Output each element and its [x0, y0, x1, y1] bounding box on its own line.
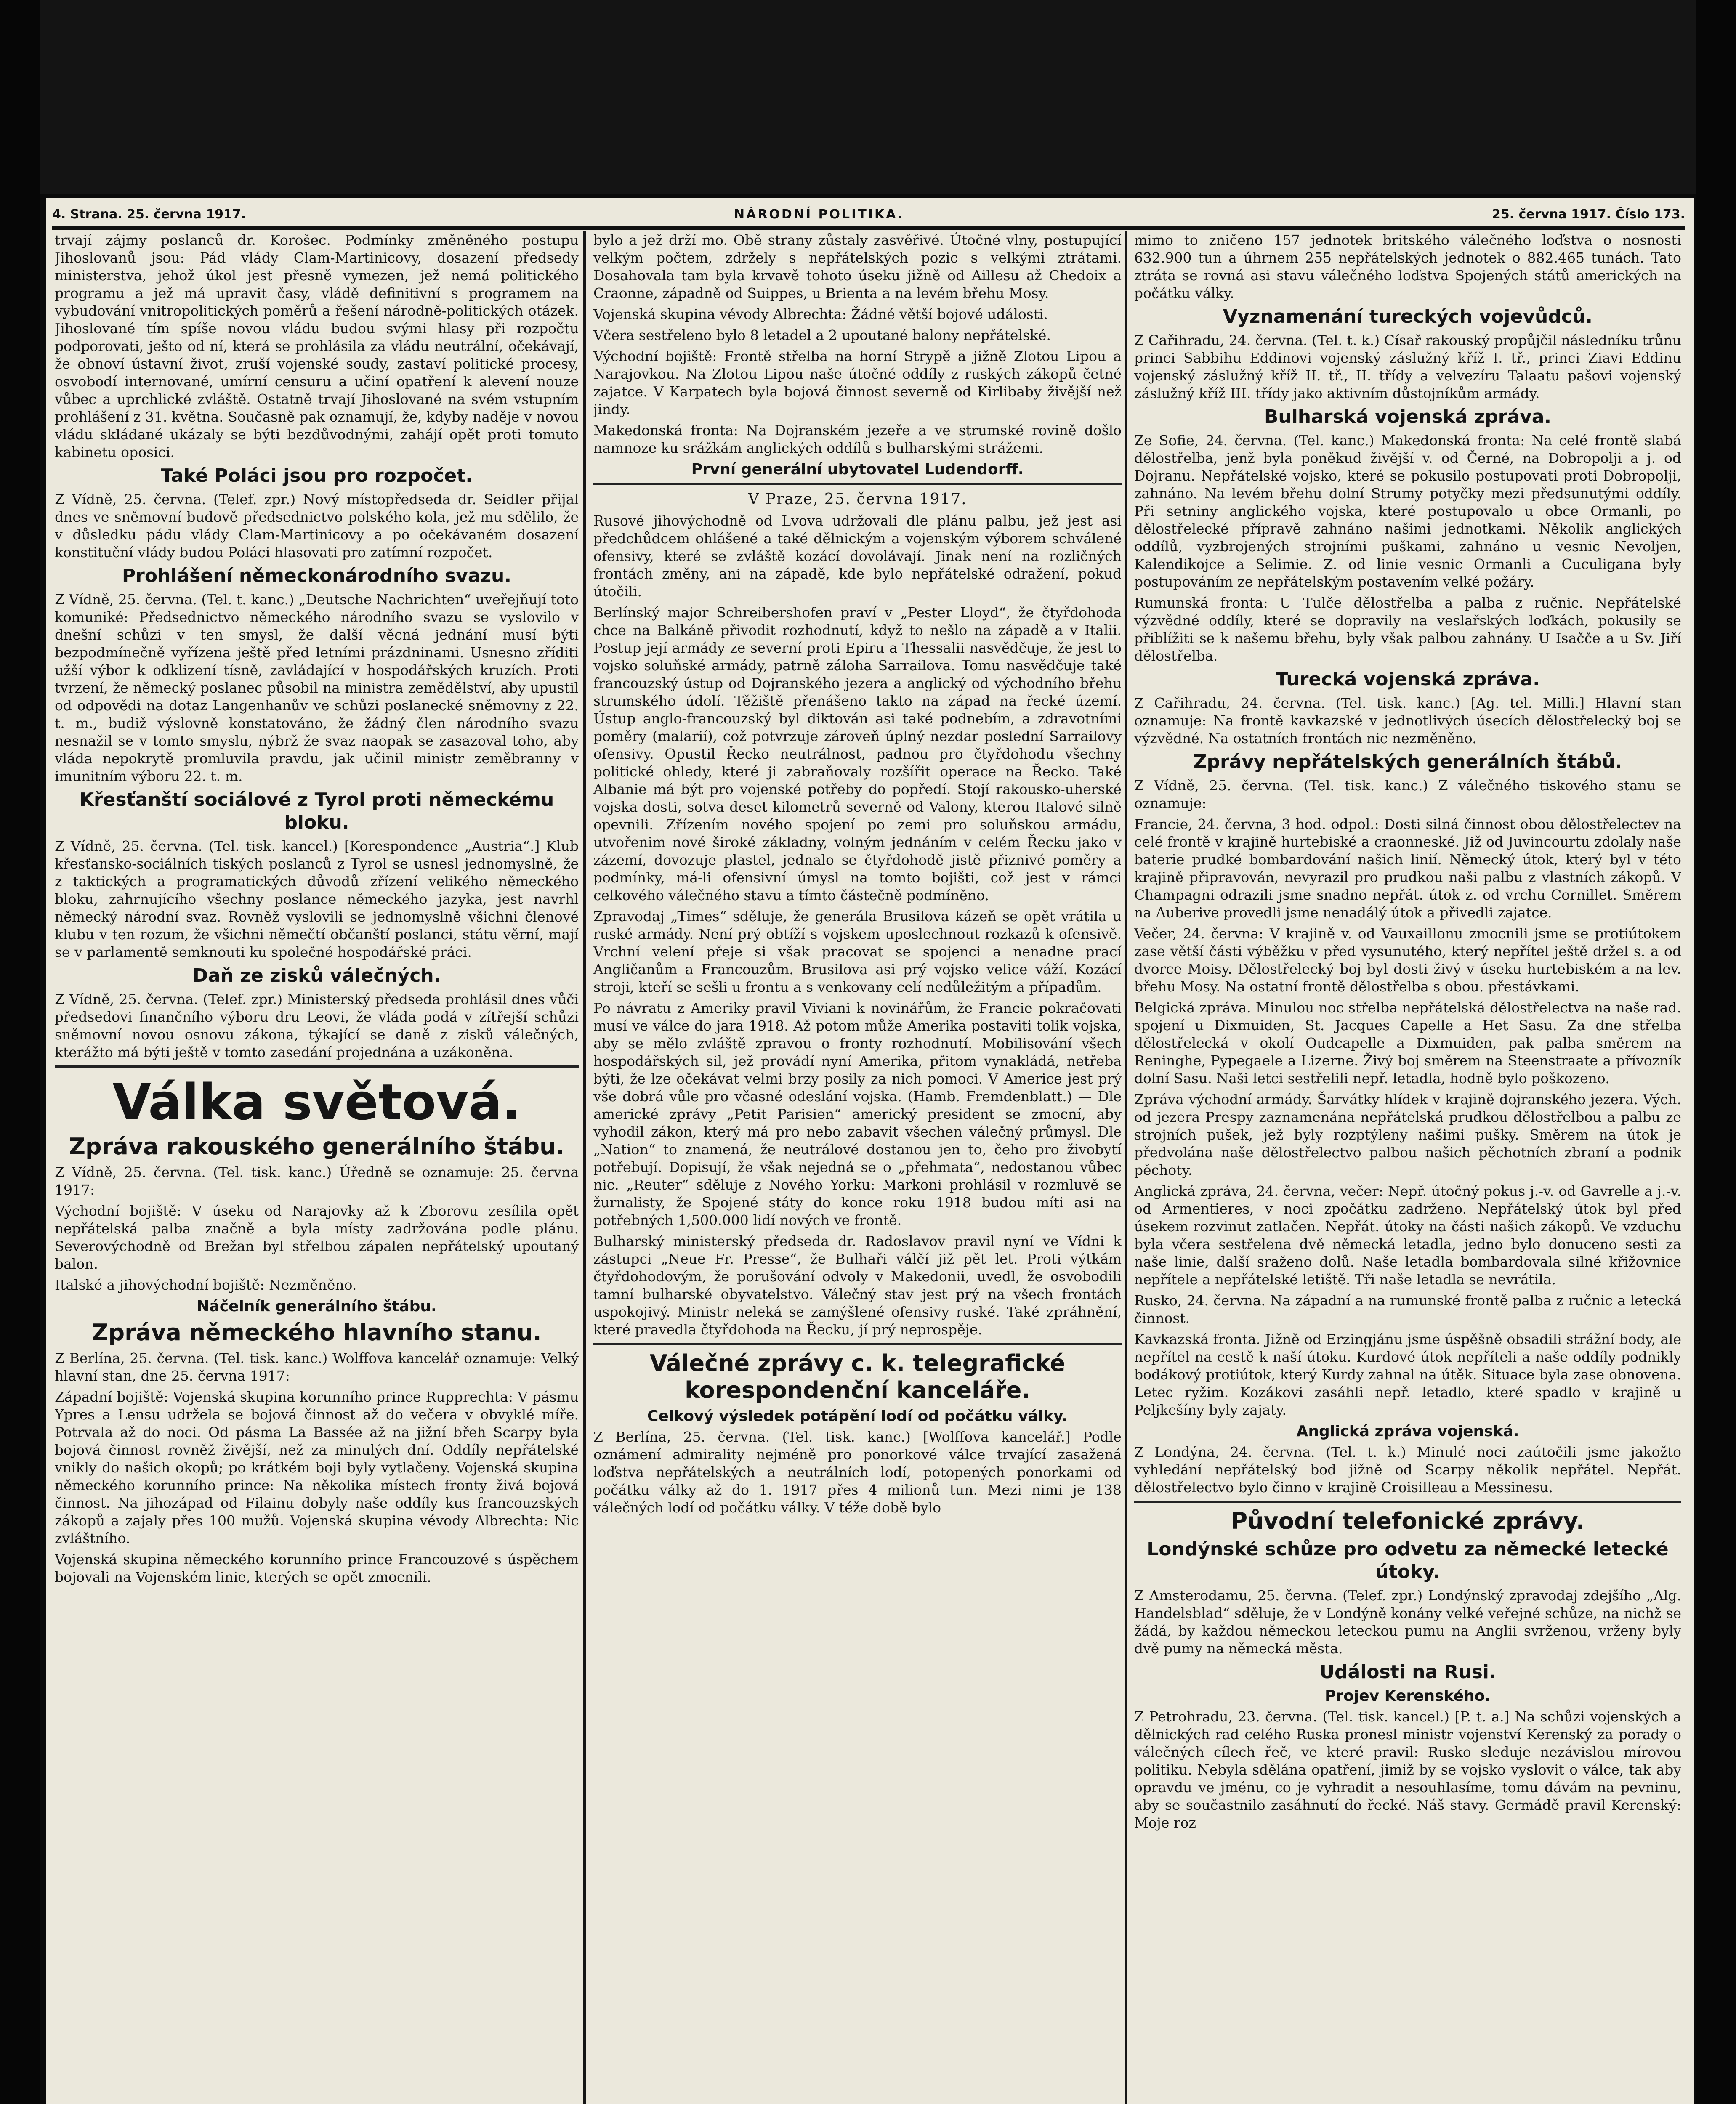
article-text: Z Vídně, 25. června. (Tel. tisk. kanc.) Z válečného tiskového stanu se oznamuje:	[1134, 777, 1681, 811]
section-divider	[55, 1065, 579, 1068]
section-divider	[593, 483, 1122, 485]
microfilm-border-left	[0, 0, 40, 2104]
article-headline: Daň ze zisků válečných.	[192, 965, 441, 986]
column-3	[1134, 231, 1681, 2104]
article-text: Zpráva východní armády. Šarvátky hlídek v krajině dojranského jezera. Vých. od jezera Prespy zaznamenána nepřátelská prudkou dělostřelbou a palbu ze strojních pušek, jež byly rozptýleny našimi pušky. Směrem na útok je předvolána naše dělostřelectvo palbou našich pěchotních zbraní a podnik pěchoty.	[1134, 1091, 1681, 1178]
article-headline: Turecká vojenská zpráva.	[1276, 669, 1540, 690]
article-text: Anglická zpráva, 24. června, večer: Nepř. útočný pokus j.-v. od Gavrelle a j.-v. od Armentieres, v noci zpočátku zadrženo. Nepřátelský útok byl před úsekem rozvinut zatlačen. Nepřát. útoky na části našich zákopů. Ve vzduchu byla včera sestřelena dvě německá letadla, jedno bylo donuceno sesti za naše linie, další sraženo dolů. Naše letadla bombardovala silné křižovnice nepřítele a nepřátelské letiště. Tři naše letadla se nevrátila.	[1134, 1183, 1681, 1288]
article-text: Z Berlína, 25. června. (Tel. tisk. kanc.) [Wolffova kancelář.] Podle oznámení admirality nejméně pro ponorkové válce trvající zasažená loďstva nepřátelských a neutrálních lodí, potopených ponorkami od počátku války až do 1. 1917 přes 4 milionů tun. Mezi nimi je 138 válečných lodí od počátku války. V téže době bylo	[593, 1429, 1122, 1516]
article-text: Z Cařihradu, 24. června. (Tel. t. k.) Císař rakouský propůjčil následníku trůnu princi Sabbihu Eddinovi vojenský záslužný kříž I. tř., princi Ziavi Eddinu vojenský záslužný kříž II. tř., II. třídy a velvezíru Talaatu pašovi vojenský záslužný kříž III. třídy jako aktivním důstojníkům armády.	[1134, 332, 1681, 401]
article-subheadline: Anglická zpráva vojenská.	[1296, 1423, 1519, 1440]
section-title-world-war: Válka světová.	[112, 1073, 521, 1131]
running-head	[52, 201, 1685, 230]
article-text: Vojenská skupina německého korunního prince Francouzové s úspěchem bojovali na Vojenském linie, kterých se opět zmocnili.	[55, 1551, 579, 1585]
article-headline: Zpráva rakouského generálního štábu.	[69, 1133, 565, 1160]
microfilm-border-top	[0, 0, 1736, 194]
article-headline: Prohlášení německonárodního svazu.	[122, 565, 512, 587]
article-text: Z Petrohradu, 23. června. (Tel. tisk. kancel.) [P. t. a.] Na schůzi vojenských a dělnických rad celého Ruska pronesl ministr vojenství Kerenský za porady o válečných cílech řeč, ve které pravil: Rusko sleduje nezávislou mírovou politiku. Nebyla sdělána opatření, jimiž by se vojsko vyslovit o válce, tak aby opravdu ve jménu, co je vyhradit a nesouhlasíme, tomu dávám na pevninu, aby se součastnilo zasáhnutí do řecké. Náš stavy. Germádě pravil Kerenský: Moje roz	[1134, 1708, 1681, 1831]
article-text: trvají zájmy poslanců dr. Korošec. Podmínky změněného postupu Jihoslovanů jsou: Pád vlády Clam-Martinicovy, dosazení předsedy ministerstva, jehož úkol jest přesně vymezen, jež nemá politického programu a jež má upravit časy, vládě definitivní s programem na vybudování vnitropolitických poměrů a řešení národně-politických otázek. Jihoslované tím spíše novou vládu budou svými hlasy při rozpočtu podporovati, ješto od ní, která se prohlásila za vládu neutrální, očekávají, že obnoví ústavní život, zruší vojenské soudy, zastaví politické procesy, osvobodí internované, umírní censuru a učiní opatření k alevení nouze vůbec a uprchlické zvláště. Ostatně trvají Jihoslované na svém vstupním prohlášení z 31. května. Současně pak oznamují, že, kdyby naděje v novou vládu skládané ukázaly se býti bezdůvodnými, zahájí opět proti tomuto kabinetu oposici.	[55, 232, 579, 460]
microfilm-border-right	[1696, 0, 1736, 2104]
article-text: Večer, 24. června: V krajině v. od Vauxaillonu zmocnili jsme se protiútokem zase větší části výběžku v před vysunutého, který nepřítel ještě držel s. a od dvorce Moisy. Dělostřelecký boj byl dosti živý v úseku hurtebiském a na lev. břehu Mosy. Na ostatní frontě dělostřelba s obou. přestávkami.	[1134, 925, 1681, 995]
article-text: Ze Sofie, 24. června. (Tel. kanc.) Makedonská fronta: Na celé frontě slabá dělostřelba, jenž byla poněkud živější v. od Černé, na Dobropolji a j. od Dojranu. Nepřátelské vojsko, které se pokusilo postupovati proti Dobropolji, zahnáno. Na levém břehu dolní Strumy potyčky mezi předsunutými oddíly. Při setniny anglického vojska, které postupovalo u obce Ormanli, po dělostřelecké přípravě zahnáno našimi jednotkami. Několik anglických oddílů, vyzbrojených strojními puškami, zahnáno u vesnic Nevoljen, Kalendikojce a Selimie. Z. od linie vesnic Ormanli a Cuculigana byly postupováním ze nepřátelským postavením velké požáry.	[1134, 432, 1681, 590]
column-rule	[1125, 231, 1127, 2104]
article-text: Z Berlína, 25. června. (Tel. tisk. kanc.) Wolffova kancelář oznamuje: Velký hlavní stan, dne 25. června 1917:	[55, 1350, 579, 1384]
article-headline: Také Poláci jsou pro rozpočet.	[161, 465, 473, 486]
header-left: 4. Strana. 25. června 1917.	[52, 207, 246, 222]
article-text: Kavkazská fronta. Jižně od Erzingjánu jsme úspěšně obsadili strážní body, ale nepřítel na cestě k naší útoku. Kurdové útok nepříteli a naše oddíly podnikly bodákový protiútok, který Kurdy zahnal na útěk. Situace byla zase obnovena. Letec ryžim. Kozákovi zasáhli nepř. letadlo, které spadlo v krajině u Peljkcšíny byly zajaty.	[1134, 1331, 1681, 1418]
article-text: Z Londýna, 24. června. (Tel. t. k.) Minulé noci zaútočili jsme jakožto vyhledání nepřátelský bod jižně od Scarpy několik nepřátel. Nepřát. dělostřelectvo bylo činno v krajině Croisilleau a Messinesu.	[1134, 1444, 1681, 1496]
signature-line: První generální ubytovatel Ludendorff.	[691, 461, 1024, 478]
article-text: Berlínský major Schreibershofen praví v „Pester Lloyd“, že čtyřdohoda chce na Balkáně přivodit rozhodnutí, když to nešlo na západě a v Italii. Postup její armády ze severní proti Epiru a Thessalii nasvědčuje, že jest to vojsko soluňské armády, patrně záloha Sarrailova. Tomu nasvědčuje také francouzský ústup od Dojranského jezera a anglický od východního břehu strumského údolí. Těžiště přenášeno takto na západ na řecké území. Ústup anglo-francouzský byl diktován asi také podnebím, a zdravotními poměry (malarií), což potvrzuje zároveň úplný nezdar poslední Sarrailovy ofensivy. Opustil Řecko neutrálnost, padnou pro čtyřdohodu všechny politické ohledy, které ji zabraňovaly rozšířit operace na Řecko. Také Albanie má být pro vojenské potřeby do popředí. Stojí rakousko-uherské vojska dosti, sotva deset kilometrů severně od Valony, kterou Italové silně opevnili. Zřízením nového spojení po zemi pro soluňskou armádu, utvořenim nové široké základny, volným jednáním v celém Řecku jako v zázemí, dovozuje plastel, jednalo se čtyřdohodě jistě přiznivé poměry a podmínky, má-li ofensivní úmysl na tomto bojišti, což jest v rámci celkového válečného stavu a tímto částečně podmíněno.	[593, 604, 1122, 903]
article-text: Z Vídně, 25. června. (Telef. zpr.) Ministerský předseda prohlásil dnes vůči předsedovi finančního výboru dru Leovi, že vláda podá v zítřejší schůzi sněmovní novou osnovu zákona, týkající se daně z zisků válečných, kterážto má býti ještě v tomto zasedání projednána a uzákoněna.	[55, 991, 579, 1060]
article-text: Rumunská fronta: U Tulče dělostřelba a palba z ručnic. Nepřátelské výzvědné oddíly, které se dopravily na veslařských loďkách, pokusily se přiblížiti se k našemu břehu, byly však palbou zahnány. U Isačče a u Sv. Jiří dělostřelba.	[1134, 595, 1681, 664]
section-divider	[1134, 1501, 1681, 1503]
article-text: Italské a jihovýchodní bojiště: Nezměněno.	[55, 1277, 357, 1293]
article-headline: Zprávy nepřátelských generálních štábů.	[1193, 751, 1622, 773]
header-right: 25. června 1917. Číslo 173.	[1492, 207, 1685, 222]
section-headline: Válečné zprávy c. k. telegrafické korespondenční kanceláře.	[649, 1350, 1066, 1403]
dateline: V Praze, 25. června 1917.	[748, 491, 967, 508]
article-text: Z Amsterodamu, 25. června. (Telef. zpr.) Londýnský zpravodaj zdejšího „Alg. Handelsblad“ sděluje, že v Londýně konány velké veřejné schůze, na nichž se žádá, by každou německou leteckou pumu na Anglii svrženou, vrženy byly dvě pumy na německá města.	[1134, 1587, 1681, 1657]
article-headline: Zpráva německého hlavního stanu.	[92, 1319, 542, 1346]
article-text: Belgická zpráva. Minulou noc střelba nepřátelská dělostřelectva na naše rad. spojení u Dixmuiden, St. Jacques Capelle a Het Sasu. Za dne střelba dělostřelecká v okolí Oudcapelle a Dixmuiden, pak palba směrem na Reninghe, Pypegaele a Lizerne. Živý boj směrem na Steenstraate a přívozník dolní Sasu. Naši letci sestřelili nepř. letadla, hodně bylo poškozeno.	[1134, 999, 1681, 1087]
article-text: Z Vídně, 25. června. (Tel. tisk. kancel.) [Korespondence „Austria“.] Klub křesťansko-sociálních tiských poslanců z Tyrol se usnesl jednomyslně, že z taktických a programatických důvodů zřízení velikého německého bloku, zahrnujícího všechny poslance německého jazyka, jest navrhl německý národní svaz. Rovněž vyslovili se jednomyslně všichni členové klubu v ten rozum, že všichni němečtí občanští poslanci, státu věrní, mají se v parlamentě semknouti ku společné hospodářské práci.	[55, 838, 579, 960]
article-text: Rusko, 24. června. Na západní a na rumunské frontě palba z ručnic a letecká činnost.	[1134, 1292, 1681, 1326]
article-text: Zpravodaj „Times“ sděluje, že generála Brusilova kázeň se opět vrátila u ruské armády. Není prý obtíží s vojskem uposlechnout rozkazů k ofensivě. Vrchní velení přeje si však pracovat se spojenci a nenadne prací Angličanům a Francouzům. Brusilova asi prý vojsko velice váží. Kozácí stroji, kteří se sešli u frontu a s venkovany celí nedůležitým a případům.	[593, 908, 1122, 995]
article-text: bylo a jež drží mo. Obě strany zůstaly zasvěřivé. Útočné vlny, postupující velkým počtem, zdržely s nepřátelských pozic s velkými ztrátami. Dosahovala tam byla krvavě tohoto úseku jižně od Aillesu až Chedoix a Craonne, západně od Suippes, u Brienta a na levém břehu Mosy.	[593, 232, 1122, 301]
article-text: Po návratu z Ameriky pravil Viviani k novinářům, že Francie pokračovati musí ve válce do jara 1918. Až potom může Amerika postaviti tolik vojska, aby se mělo zvláště zpravou o fronty rozhodnutí. Mobilisování všech hospodářských sil, jež provádí nyní Amerika, přitom vynakládá, netřeba býti, že lze očekávat velmi brzy posily za nich pomoci. V Americe jest prý vše dobrá vůle pro včasné odeslání vojska. (Hamb. Fremdenblatt.) — Dle americké zprávy „Petit Parisien“ americký president se zmocní, aby vyhodil zákon, který má pro nebo zabavit všechen válečný průmysl. Dle „Nation“ to znamená, že neutrálové dostanou jen to, čeho pro živobytí potřebují. Dopisují, že však nejedná se o „přehmata“, nedostanou vůbec nic. „Reuter“ sděluje z Nového Yorku: Markoni prohlásil v rozmluvě se žurnalisty, že Spojené státy do konce roku 1918 budou míti asi na potřebných 1,500.000 lidí nových ve frontě.	[593, 1000, 1122, 1228]
section-headline: Původní telefonické zprávy.	[1231, 1508, 1585, 1534]
article-text: Z Vídně, 25. června. (Tel. t. kanc.) „Deutsche Nachrichten“ uveřejňují toto komuniké: Předsednictvo německého národního svazu se vyslovilo v dnešní schůzi v ten smysl, že další věcná jednání musí býti bezpodmínečně vyřízena ještě před letními prázdninami. Usnesno zříditi užší výbor k odklizení tísně, zavládající v hospodářských kruzích. Proti tvrzení, že německý poslanec působil na ministra zemědělství, aby upustil od odpovědi na dotaz Langenhanův ve schůzi poslanecké sněmovny z 22. t. m., budiž výslovně konstatováno, že žádný člen národního svazu nesnažil se v tomto smyslu, nýbrž že svaz naopak se zasazoval toho, aby vláda nepokrytě promluvila pravdu, jak učinil ministr zeměbranny v imunitním výboru 22. t. m.	[55, 591, 579, 784]
article-text: Bulharský ministerský předseda dr. Radoslavov pravil nyní ve Vídni k zástupci „Neue Fr. Presse“, že Bulhaři válčí již pět let. Proti výtkám čtyřdohodovým, že porušování odvoly v Makedonii, uvedl, že osvobodili tamní bulharské obyvatelstvo. Válečný stav jest prý na všech frontách uspokojivý. Ministr neleká se zamýšlené ofensivy ruské. Také zpráhnění, které pravedla čtyřdohoda na Řecku, jí prý neprospěje.	[593, 1233, 1122, 1338]
article-headline: Bulharská vojenská zpráva.	[1264, 406, 1552, 428]
article-text: Východní bojiště: V úseku od Narajovky až k Zborovu zesílila opět nepřátelská palba značně a byla místy zadržována podle plánu. Severovýchodně od Brežan byl střelbou zápalen nepřátelský upoutaný balon.	[55, 1203, 579, 1272]
signature-line: Náčelník generálního štábu.	[197, 1298, 437, 1315]
article-text: Východní bojiště: Frontě střelba na horní Strypě a jižně Zlotou Lipou a Narajovkou. Na Zlotou Lipou naše útočné oddíly z ruských zákopů četné zajatce. V Karpatech byla bojová činnost severně od Kirlibaby živější než jindy.	[593, 348, 1122, 417]
header-masthead: NÁRODNÍ POLITIKA.	[734, 207, 904, 222]
article-text: Vojenská skupina vévody Albrechta: Žádné větší bojové události.	[593, 306, 1048, 322]
column-2	[593, 231, 1122, 2104]
article-headline: Události na Rusi.	[1319, 1661, 1496, 1683]
article-text: Francie, 24. června, 3 hod. odpol.: Dosti silná činnost obou dělostřelectev na celé frontě v krajině hurtebiské a craonneské. Již od Juvincourtu zdolaly naše baterie prudké bombardování našich linií. Německý útok, který byl v této krajině připravován, nevyrazil pro prudkou naši palbu z vlastních zákopů. V Champagni odrazili jsme snadno nepřát. útok z. od vrchu Cornillet. Směrem na Auberive provedli jsme nenadálý útok a přivedli zajatce.	[1134, 816, 1681, 921]
article-text: Rusové jihovýchodně od Lvova udržovali dle plánu palbu, jež jest asi předchůdcem ohlášené a také dělnickým a vojenským výborem schválené ofensivy, které se zvláště kozácí dovolávají. Jinak není na rozličných frontách změny, ani na západě, kde bylo nepřátelské odražení, pokud útočili.	[593, 513, 1122, 600]
newspaper-page	[46, 198, 1694, 2104]
article-text: Západní bojiště: Vojenská skupina korunního prince Rupprechta: V pásmu Ypres a Lensu udržela se bojová činnost až do večera v obvyklé míře. Potrvala až do noci. Od pásma La Bassée až na jižní břeh Scarpy byla bojová činnost rovněž živější, než za minulých dní. Oddíly nepřátelské vnikly do našich okopů; po krátkém boji byly vytlačeny. Vojenská skupina německého korunního prince: Na několika místech fronty živá bojová činnost. Na jihozápad od Filainu dobyly naše oddíly kus francouzských zákopů a zajaly přes 100 mužů. Vojenská skupina vévody Albrechta: Nic zvláštního.	[55, 1389, 579, 1546]
article-text: Včera sestřeleno bylo 8 letadel a 2 upoutané balony nepřátelské.	[593, 327, 1051, 343]
article-text: Makedonská fronta: Na Dojranském jezeře a ve strumské rovině došlo namnoze ku srážkám anglických oddílů s bulharskými strážemi.	[593, 422, 1122, 456]
article-text: Z Cařihradu, 24. června. (Tel. tisk. kanc.) [Ag. tel. Milli.] Hlavní stan oznamuje: Na frontě kavkazské v jednotlivých úsecích dělostřelecký boj se výzvědné. Na ostatních frontách nic nezměněno.	[1134, 695, 1681, 746]
column-rule	[583, 231, 586, 2104]
article-headline: Vyznamenání tureckých vojevůdců.	[1223, 306, 1592, 327]
article-subheadline: Celkový výsledek potápění lodí od počátku války.	[647, 1408, 1068, 1425]
article-text: mimo to zničeno 157 jednotek britského válečného loďstva o nosnosti 632.900 tun a úhrnem 255 nepřátelských jednotek o 882.465 tunách. Tato ztráta se rovná asi stavu válečného loďstva Spojených států amerických na počátku války.	[1134, 232, 1681, 301]
column-1	[55, 231, 579, 2104]
article-headline: Křesťanští sociálové z Tyrol proti německému bloku.	[79, 789, 554, 833]
article-text: Z Vídně, 25. června. (Telef. zpr.) Nový místopředseda dr. Seidler přijal dnes ve sněmovní budově předsednictvo polského kola, jež mu sdělilo, že v důsledku pádu vlády Clam-Martinicovy a po očekávaném dosazení konstituční vlády budou Poláci hlasovati pro zatímní rozpočet.	[55, 491, 579, 561]
article-subheadline: Projev Kerenského.	[1325, 1687, 1491, 1705]
section-divider	[593, 1343, 1122, 1345]
article-text: Z Vídně, 25. června. (Tel. tisk. kanc.) Úředně se oznamuje: 25. června 1917:	[55, 1164, 579, 1198]
article-headline: Londýnské schůze pro odvetu za německé letecké útoky.	[1147, 1538, 1669, 1583]
